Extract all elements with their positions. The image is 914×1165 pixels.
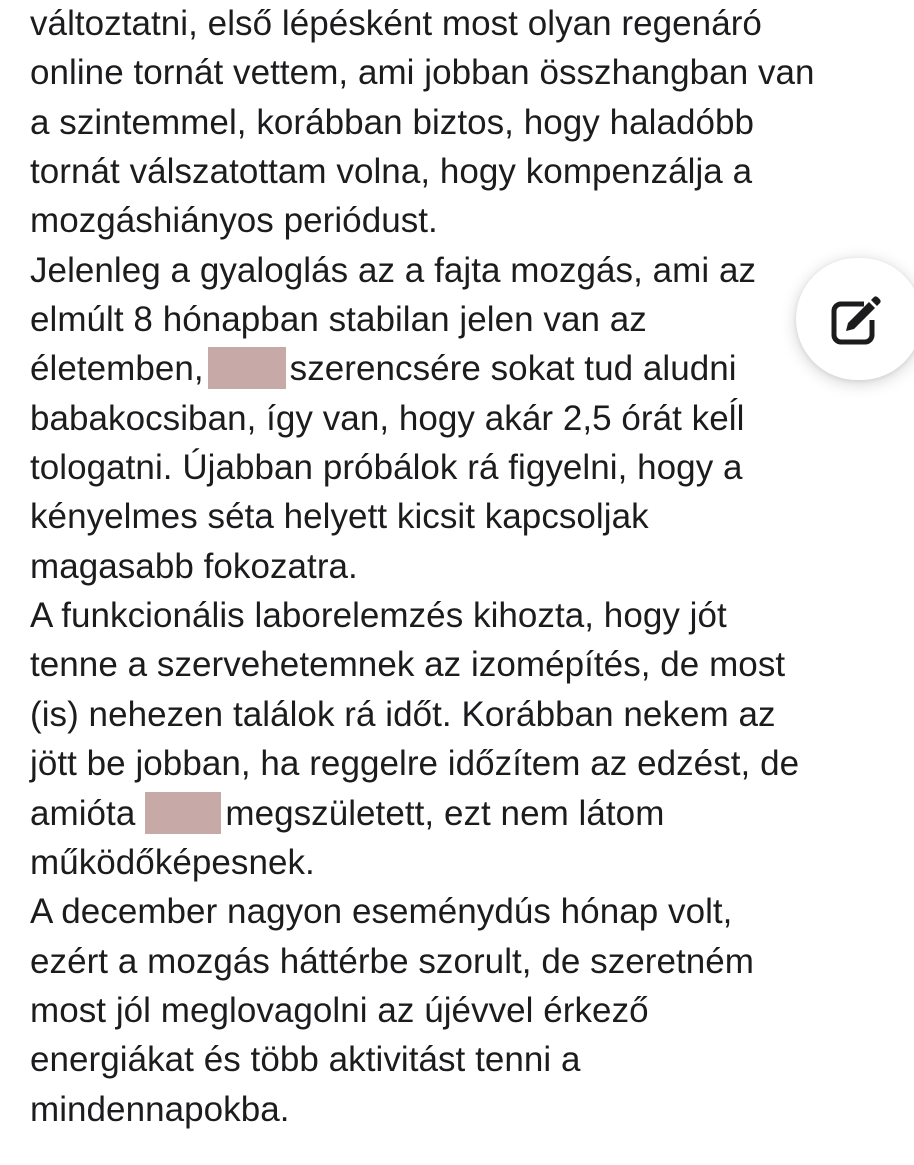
text-line: a szintemmel, korábban biztos, hogy haladóbb <box>30 102 755 142</box>
text-line-with-redaction <box>30 789 910 838</box>
text-fragment: szerencsére sokat tud aludni <box>289 349 737 389</box>
text-line: energiákat és több aktivitást tenni a <box>30 1040 581 1080</box>
text-line: babakocsiban, így van, hogy akár 2,5 órát keĺl <box>30 398 745 438</box>
text-line: online tornát vettem, ami jobban összhangban van <box>30 53 815 93</box>
note-body[interactable] <box>30 0 910 1134</box>
edit-button[interactable] <box>796 258 914 380</box>
text-line: elmúlt 8 hónapban stabilan jelen van az <box>30 300 647 340</box>
redacted-name-block <box>145 792 221 834</box>
paragraph-1 <box>30 0 910 246</box>
text-line: (is) nehezen találok rá időt. Korábban nekem az <box>30 694 776 734</box>
text-line: tenne a szervehetemnek az izomépítés, de most <box>30 645 786 685</box>
text-fragment: megszületett, ezt nem látom <box>225 793 665 833</box>
redacted-name-block <box>208 347 286 389</box>
paragraph-2 <box>30 246 910 591</box>
text-line: most jól meglovagolni az újévvel érkező <box>30 990 649 1030</box>
pencil-square-icon <box>830 294 884 348</box>
text-line: jött be jobban, ha reggelre időzítem az edzést, de <box>30 744 800 784</box>
text-line: ezért a mozgás háttérbe szorult, de szeretném <box>30 941 754 981</box>
text-line: A funkcionális laborelemzés kihozta, hogy jót <box>30 596 727 636</box>
text-line: tornát válszatottam volna, hogy kompenzálja a <box>30 152 753 192</box>
text-line: tologatni. Újabban próbálok rá figyelni, hogy a <box>30 448 743 488</box>
text-line: változtatni, első lépésként most olyan regenáró <box>30 4 762 43</box>
paragraph-3 <box>30 591 910 887</box>
text-line: A december nagyon eseménydús hónap volt, <box>30 892 733 932</box>
text-line: működőképesnek. <box>30 842 315 882</box>
text-line: kényelmes séta helyett kicsit kapcsoljak <box>30 497 649 537</box>
text-line-with-redaction <box>30 344 910 393</box>
text-fragment: amióta <box>30 793 136 833</box>
text-fragment: életemben, <box>30 349 204 389</box>
text-line: Jelenleg a gyaloglás az a fajta mozgás, ami az <box>30 250 757 290</box>
text-line: mindennapokba. <box>30 1089 290 1129</box>
text-line: mozgáshiányos periódust. <box>30 201 438 241</box>
text-line: magasabb fokozatra. <box>30 546 358 586</box>
paragraph-4 <box>30 887 910 1134</box>
